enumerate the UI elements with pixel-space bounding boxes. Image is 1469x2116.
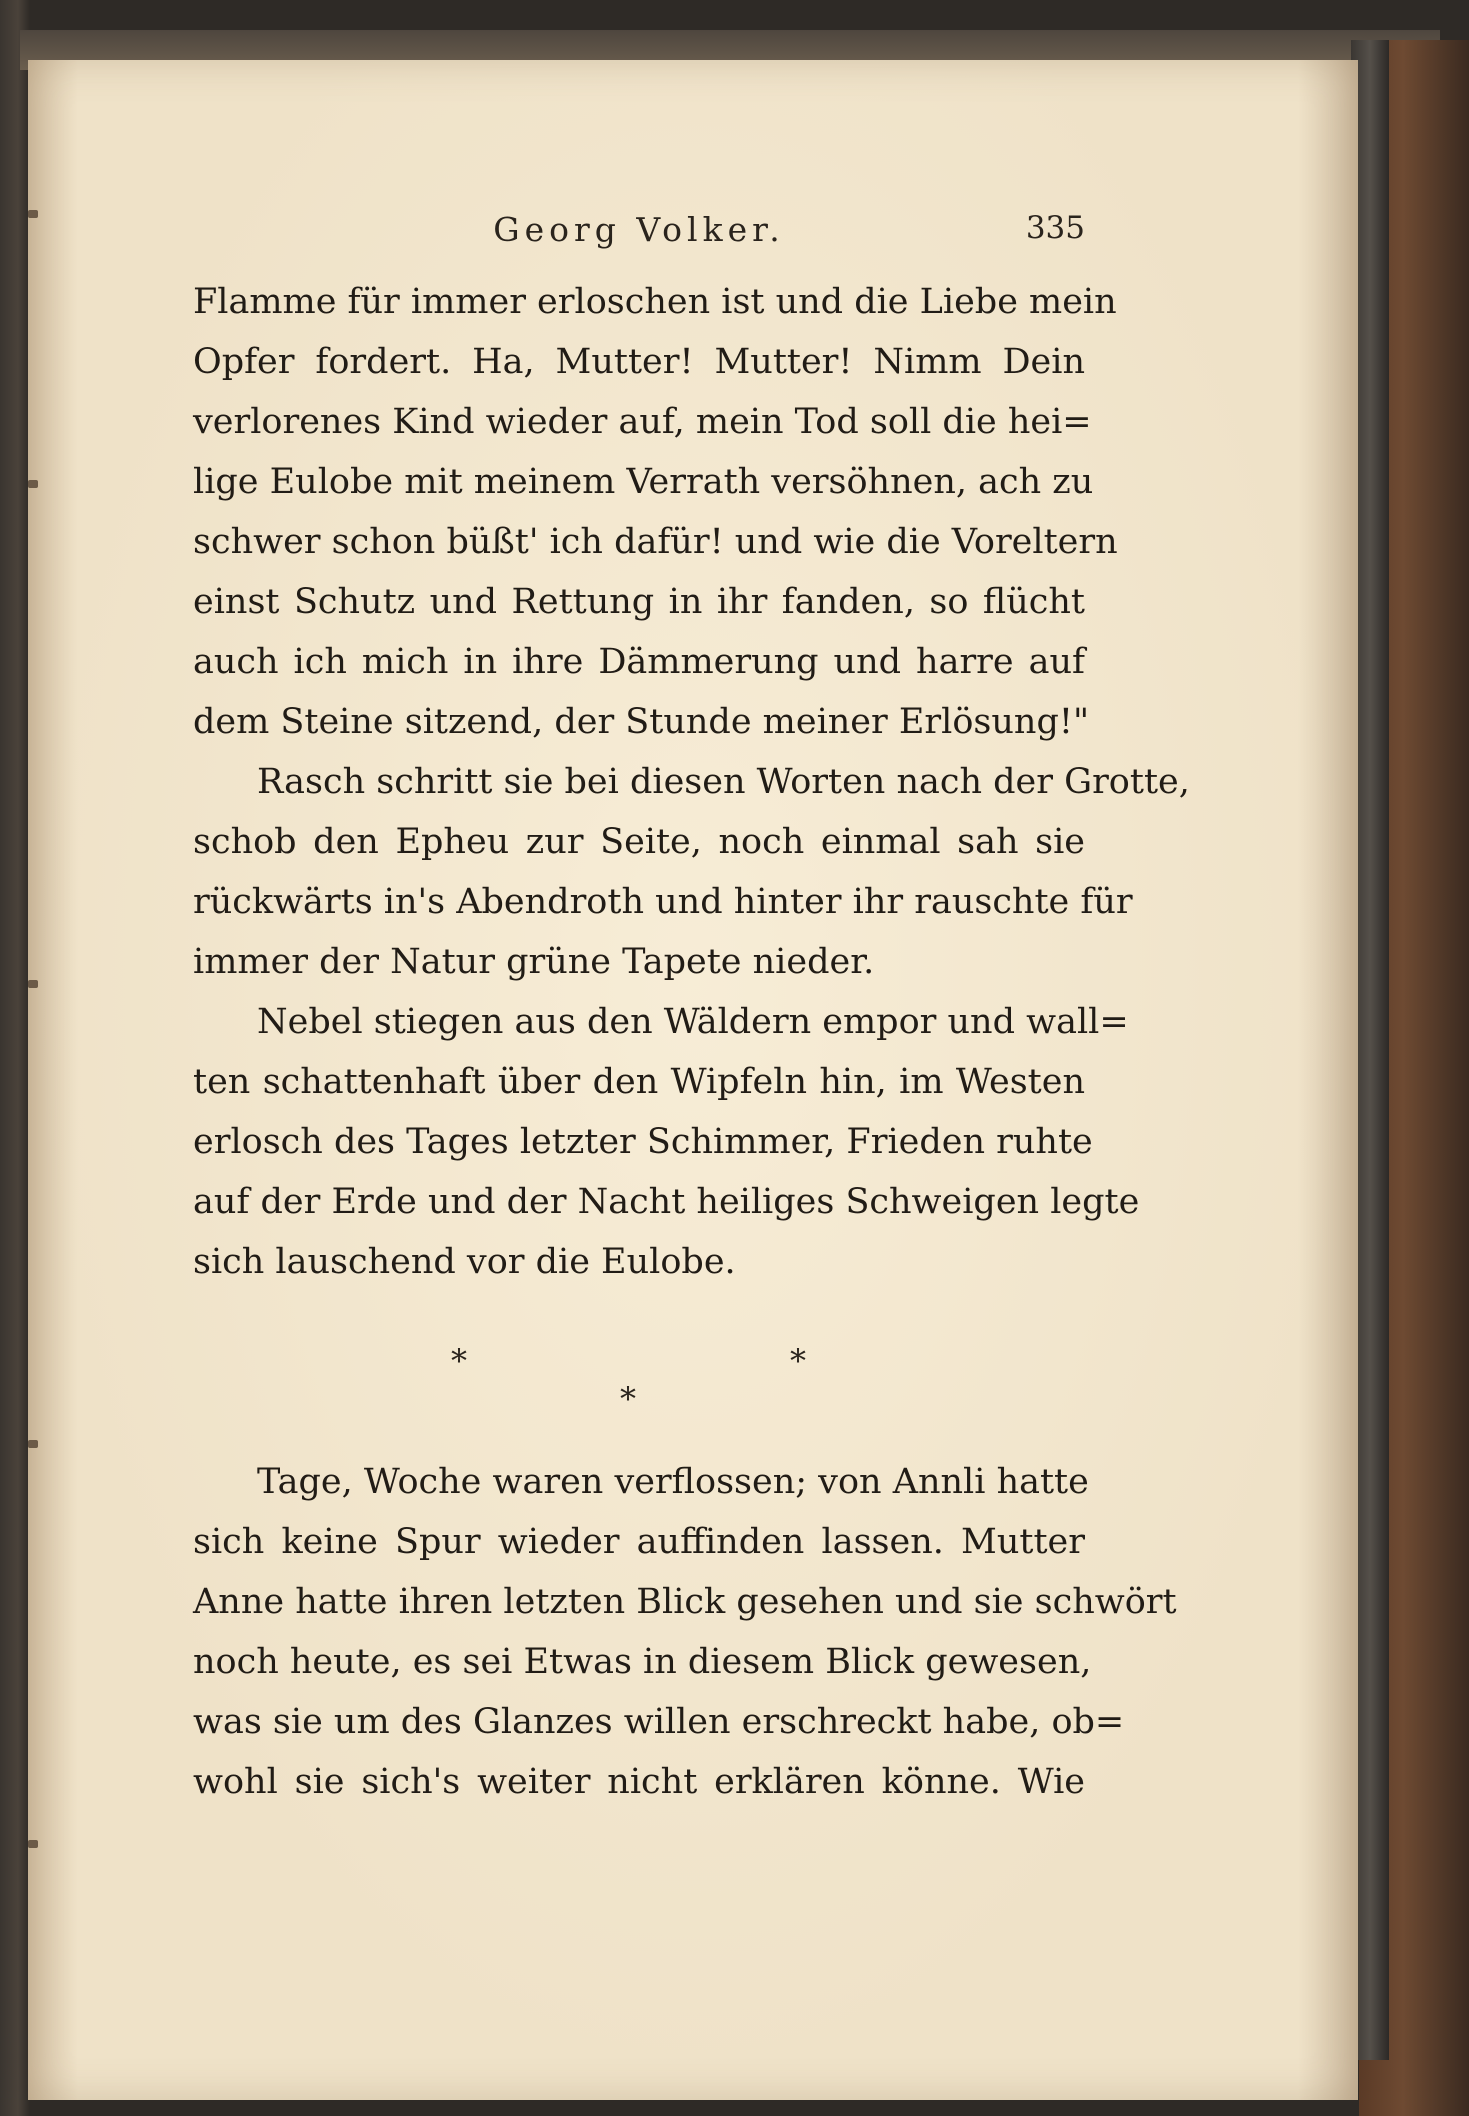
binding-stitch — [28, 480, 38, 488]
paragraph — [193, 1452, 1177, 1812]
text-line: erlosch des Tages letzter Schimmer, Frieden ruhte — [193, 1122, 1093, 1162]
body-text — [193, 272, 1190, 1812]
running-head: Georg Volker. — [493, 210, 785, 249]
text-line: Flamme für immer erloschen ist und die Liebe mein — [193, 282, 1117, 322]
text-line: auf der Erde und der Nacht heiliges Schweigen legte — [193, 1182, 1140, 1222]
binding-stitch — [28, 210, 38, 218]
text-line: Tage, Woche waren verflossen; von Annli hatte — [257, 1462, 1089, 1502]
text-line: Opfer fordert. Ha, Mutter! Mutter! Nimm Dein — [193, 342, 1085, 382]
text-line: was sie um des Glanzes willen erschreckt habe, ob= — [193, 1702, 1125, 1742]
asterisk: * — [451, 1342, 467, 1380]
binding-stitch — [28, 1440, 38, 1448]
text-line: schob den Epheu zur Seite, noch einmal sah sie — [193, 822, 1085, 862]
binding-stitch — [28, 1840, 38, 1848]
paragraph — [193, 752, 1190, 992]
binding-stitch — [28, 980, 38, 988]
paragraph — [193, 992, 1140, 1292]
text-line: verlorenes Kind wieder auf, mein Tod soll die hei= — [193, 402, 1092, 442]
text-line: auch ich mich in ihre Dämmerung und harre auf — [193, 642, 1085, 682]
text-line: rückwärts in's Abendroth und hinter ihr rauschte für — [193, 882, 1133, 922]
text-line: noch heute, es sei Etwas in diesem Blick gewesen, — [193, 1642, 1092, 1682]
text-line: Anne hatte ihren letzten Blick gesehen und sie schwört — [193, 1582, 1177, 1622]
asterisk: * — [620, 1380, 636, 1418]
text-line: einst Schutz und Rettung in ihr fanden, so flücht — [193, 582, 1085, 622]
page-number: 335 — [1025, 210, 1085, 246]
text-line: ten schattenhaft über den Wipfeln hin, im Westen — [193, 1062, 1085, 1102]
text-line: wohl sie sich's weiter nicht erklären könne. Wie — [193, 1762, 1085, 1802]
text-line: schwer schon büßt' ich dafür! und wie die Voreltern — [193, 522, 1118, 562]
section-break-asterism — [193, 1302, 1085, 1452]
text-line: lige Eulobe mit meinem Verrath versöhnen, ach zu — [193, 462, 1094, 502]
asterisk: * — [790, 1342, 806, 1380]
text-line: Rasch schritt sie bei diesen Worten nach der Grotte, — [257, 762, 1190, 802]
page-header — [193, 210, 1085, 260]
text-line: sich keine Spur wieder auffinden lassen. Mutter — [193, 1522, 1085, 1562]
text-line: immer der Natur grüne Tapete nieder. — [193, 942, 875, 982]
text-line: dem Steine sitzend, der Stunde meiner Erlösung!" — [193, 702, 1090, 742]
text-line: Nebel stiegen aus den Wäldern empor und wall= — [257, 1002, 1129, 1042]
text-line: sich lauschend vor die Eulobe. — [193, 1242, 736, 1282]
paragraph — [193, 272, 1118, 752]
